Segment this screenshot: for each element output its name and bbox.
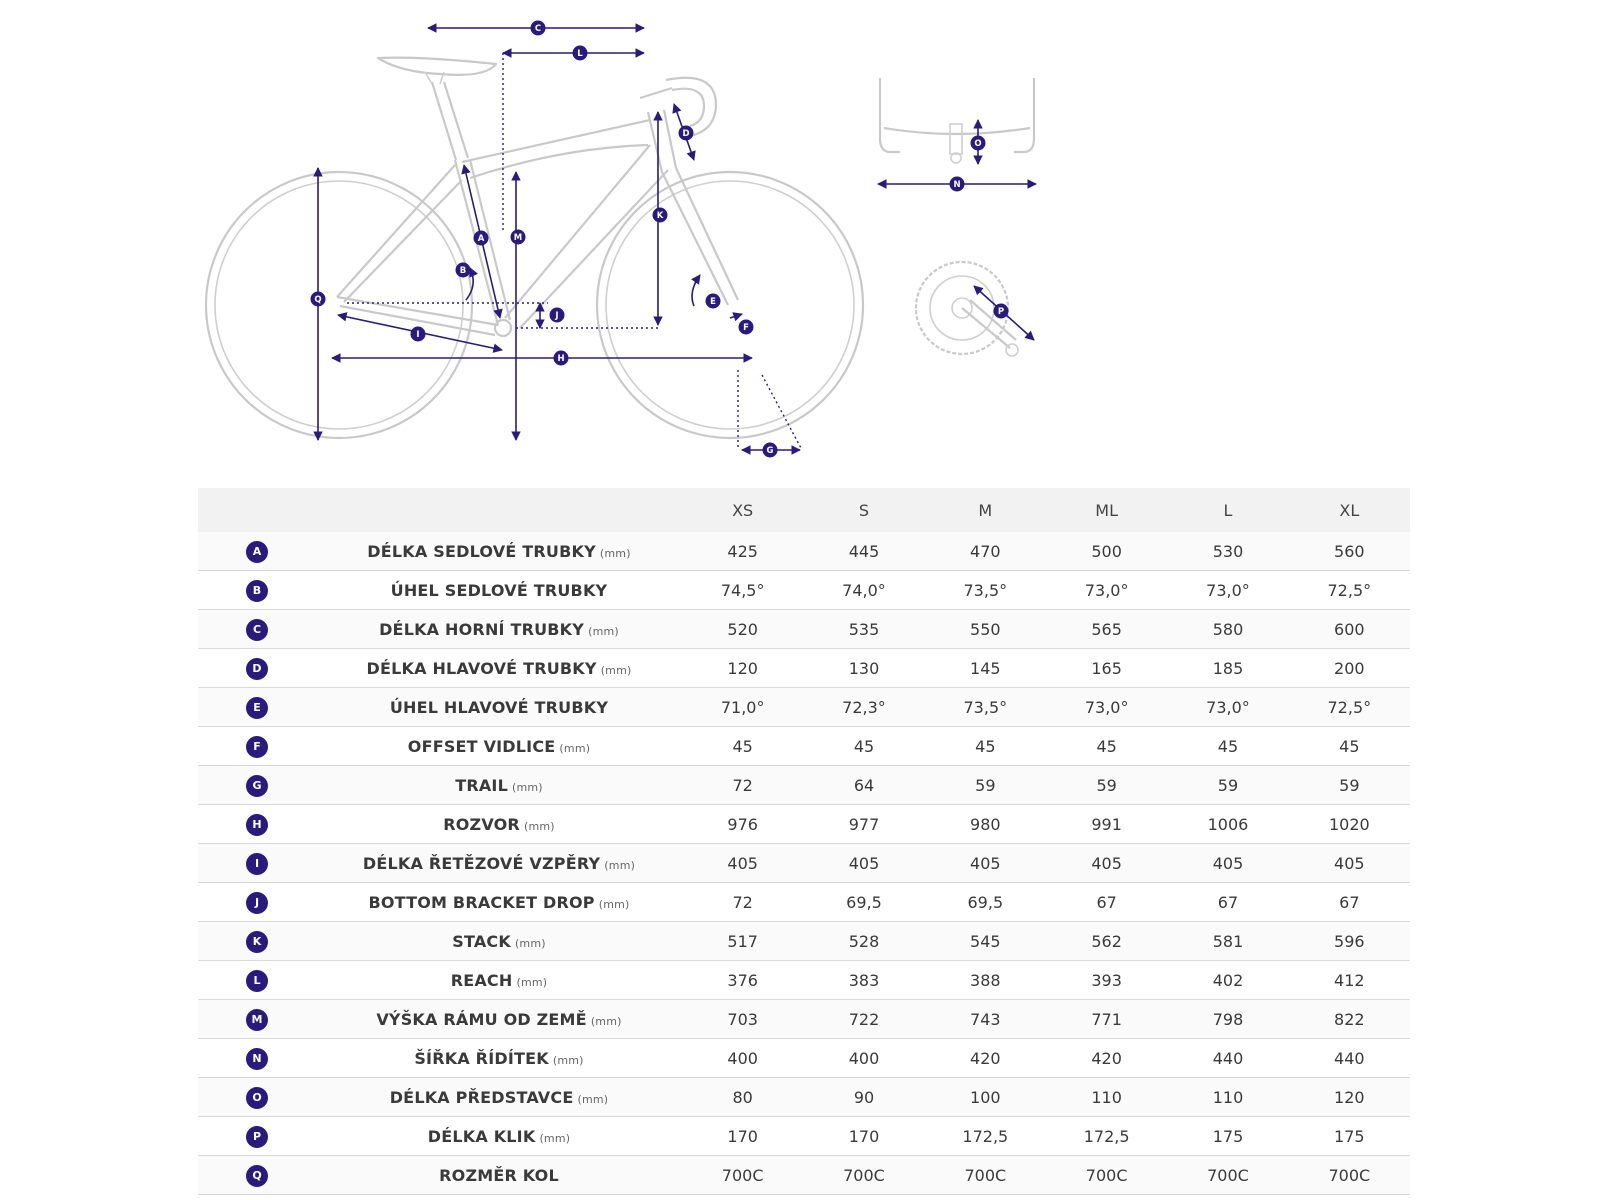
- table-row: [198, 1117, 1410, 1156]
- row-label-cell: [316, 688, 682, 727]
- row-label-cell: [316, 532, 682, 571]
- row-label: ÚHEL SEDLOVÉ TRUBKY: [390, 580, 608, 600]
- value-cell-ml: 700C: [1046, 1156, 1167, 1195]
- value-cell-m: 69,5: [925, 883, 1046, 922]
- value-cell-l: 73,0°: [1167, 688, 1288, 727]
- row-label: DÉLKA KLIK: [427, 1126, 536, 1146]
- value-cell-xs: 80: [682, 1078, 803, 1117]
- crankset-view: [916, 262, 1034, 356]
- value-cell-ml: 771: [1046, 1000, 1167, 1039]
- table-row: [198, 1039, 1410, 1078]
- value-cell-xl: 822: [1289, 1000, 1410, 1039]
- row-label: BOTTOM BRACKET DROP: [368, 892, 595, 912]
- row-badge-cell: [198, 1000, 316, 1039]
- value-cell-xl: 1020: [1289, 805, 1410, 844]
- row-unit: (mm): [511, 780, 543, 794]
- row-label-cell: [316, 610, 682, 649]
- marker-H: [554, 351, 569, 366]
- size-header-m: M: [925, 488, 1046, 532]
- table-row: [198, 610, 1410, 649]
- row-unit: (mm): [598, 897, 630, 911]
- row-label-cell: [316, 649, 682, 688]
- value-cell-s: 445: [803, 532, 924, 571]
- value-cell-xs: 700C: [682, 1156, 803, 1195]
- dimension-letter-badge: J: [246, 892, 268, 914]
- row-badge-cell: [198, 571, 316, 610]
- value-cell-m: 980: [925, 805, 1046, 844]
- dimension-letter-badge: L: [246, 970, 268, 992]
- dimension-letter-badge: K: [246, 931, 268, 953]
- dimension-letter-badge: M: [246, 1009, 268, 1031]
- value-cell-xs: 170: [682, 1117, 803, 1156]
- value-cell-s: 400: [803, 1039, 924, 1078]
- dimension-letter-badge: E: [246, 697, 268, 719]
- value-cell-ml: 420: [1046, 1039, 1167, 1078]
- marker-P: [994, 304, 1009, 319]
- value-cell-m: 73,5°: [925, 571, 1046, 610]
- svg-text:C: C: [534, 24, 542, 34]
- row-label-cell: [316, 727, 682, 766]
- value-cell-l: 405: [1167, 844, 1288, 883]
- table-row: [198, 883, 1410, 922]
- table-row: [198, 1078, 1410, 1117]
- svg-text:J: J: [555, 311, 559, 321]
- row-label: VÝŠKA RÁMU OD ZEMĚ: [376, 1009, 587, 1029]
- marker-G: [763, 443, 778, 458]
- value-cell-xl: 72,5°: [1289, 571, 1410, 610]
- row-label-cell: [316, 883, 682, 922]
- value-cell-ml: 562: [1046, 922, 1167, 961]
- value-cell-xs: 405: [682, 844, 803, 883]
- value-cell-xl: 200: [1289, 649, 1410, 688]
- dimension-letter-badge: D: [246, 658, 268, 680]
- value-cell-xl: 67: [1289, 883, 1410, 922]
- value-cell-m: 172,5: [925, 1117, 1046, 1156]
- value-cell-m: 470: [925, 532, 1046, 571]
- dimension-letter-badge: H: [246, 814, 268, 836]
- row-label-cell: [316, 844, 682, 883]
- value-cell-s: 64: [803, 766, 924, 805]
- value-cell-l: 67: [1167, 883, 1288, 922]
- header-blank: [198, 488, 316, 532]
- row-badge-cell: [198, 844, 316, 883]
- dimension-letter-badge: Q: [246, 1165, 268, 1187]
- row-label-cell: [316, 1000, 682, 1039]
- marker-J: [550, 308, 565, 323]
- value-cell-l: 798: [1167, 1000, 1288, 1039]
- marker-L: [573, 46, 588, 61]
- value-cell-s: 69,5: [803, 883, 924, 922]
- row-label-cell: [316, 571, 682, 610]
- table-row: [198, 649, 1410, 688]
- table-row: [198, 1156, 1410, 1195]
- value-cell-m: 59: [925, 766, 1046, 805]
- dimension-letter-badge: F: [246, 736, 268, 758]
- value-cell-s: 74,0°: [803, 571, 924, 610]
- size-header-xs: XS: [682, 488, 803, 532]
- value-cell-xs: 520: [682, 610, 803, 649]
- value-cell-xs: 120: [682, 649, 803, 688]
- marker-Q: [311, 292, 326, 307]
- value-cell-l: 580: [1167, 610, 1288, 649]
- row-badge-cell: [198, 1078, 316, 1117]
- dimension-lines: [318, 28, 802, 450]
- dimension-letter-badge: P: [246, 1126, 268, 1148]
- header-blank: [316, 488, 682, 532]
- value-cell-l: 185: [1167, 649, 1288, 688]
- svg-text:F: F: [743, 323, 749, 333]
- value-cell-xs: 703: [682, 1000, 803, 1039]
- row-label: OFFSET VIDLICE: [407, 736, 556, 756]
- value-cell-ml: 393: [1046, 961, 1167, 1000]
- value-cell-ml: 110: [1046, 1078, 1167, 1117]
- dimension-letter-badge: O: [246, 1087, 268, 1109]
- value-cell-m: 545: [925, 922, 1046, 961]
- value-cell-ml: 73,0°: [1046, 571, 1167, 610]
- value-cell-xl: 700C: [1289, 1156, 1410, 1195]
- value-cell-xs: 71,0°: [682, 688, 803, 727]
- marker-I: [411, 327, 426, 342]
- value-cell-l: 45: [1167, 727, 1288, 766]
- row-label-cell: [316, 1117, 682, 1156]
- value-cell-l: 402: [1167, 961, 1288, 1000]
- row-badge-cell: [198, 805, 316, 844]
- value-cell-m: 45: [925, 727, 1046, 766]
- row-badge-cell: [198, 961, 316, 1000]
- row-label: DÉLKA HORNÍ TRUBKY: [379, 619, 585, 639]
- size-header-l: L: [1167, 488, 1288, 532]
- row-badge-cell: [198, 610, 316, 649]
- value-cell-ml: 991: [1046, 805, 1167, 844]
- value-cell-m: 405: [925, 844, 1046, 883]
- row-label: STACK: [452, 931, 511, 951]
- table-row: [198, 844, 1410, 883]
- svg-text:Q: Q: [314, 295, 322, 305]
- row-badge-cell: [198, 883, 316, 922]
- front-wheel: [597, 172, 863, 438]
- row-label: ÚHEL HLAVOVÉ TRUBKY: [389, 697, 609, 717]
- svg-text:L: L: [577, 49, 583, 59]
- table-row: [198, 961, 1410, 1000]
- row-label: DÉLKA PŘEDSTAVCE: [389, 1087, 574, 1107]
- value-cell-s: 722: [803, 1000, 924, 1039]
- value-cell-s: 45: [803, 727, 924, 766]
- row-unit: (mm): [539, 1131, 571, 1145]
- value-cell-xs: 425: [682, 532, 803, 571]
- value-cell-ml: 67: [1046, 883, 1167, 922]
- row-label-cell: [316, 922, 682, 961]
- value-cell-xl: 560: [1289, 532, 1410, 571]
- value-cell-xl: 600: [1289, 610, 1410, 649]
- table-header-row: [198, 488, 1410, 532]
- dimension-letter-badge: G: [246, 775, 268, 797]
- table-row: [198, 571, 1410, 610]
- dimension-letter-badge: A: [246, 541, 268, 563]
- value-cell-ml: 565: [1046, 610, 1167, 649]
- dimension-letter-badge: N: [246, 1048, 268, 1070]
- marker-A: [474, 231, 489, 246]
- row-badge-cell: [198, 1039, 316, 1078]
- marker-M: [511, 230, 526, 245]
- row-unit: (mm): [559, 741, 591, 755]
- value-cell-xl: 45: [1289, 727, 1410, 766]
- svg-text:N: N: [953, 180, 961, 190]
- value-cell-m: 420: [925, 1039, 1046, 1078]
- value-cell-ml: 405: [1046, 844, 1167, 883]
- table-row: [198, 766, 1410, 805]
- marker-C: [531, 21, 546, 36]
- value-cell-l: 700C: [1167, 1156, 1288, 1195]
- value-cell-m: 743: [925, 1000, 1046, 1039]
- row-unit: (mm): [604, 858, 636, 872]
- row-badge-cell: [198, 649, 316, 688]
- value-cell-l: 110: [1167, 1078, 1288, 1117]
- value-cell-s: 535: [803, 610, 924, 649]
- value-cell-xs: 400: [682, 1039, 803, 1078]
- bike-frame: [337, 58, 738, 336]
- size-header-ml: ML: [1046, 488, 1167, 532]
- row-label: DÉLKA HLAVOVÉ TRUBKY: [366, 658, 597, 678]
- value-cell-l: 73,0°: [1167, 571, 1288, 610]
- row-unit: (mm): [600, 663, 632, 677]
- row-badge-cell: [198, 532, 316, 571]
- value-cell-xl: 72,5°: [1289, 688, 1410, 727]
- value-cell-xs: 45: [682, 727, 803, 766]
- row-label: ŠÍŘKA ŘÍDÍTEK: [414, 1048, 549, 1068]
- dimension-letter-badge: C: [246, 619, 268, 641]
- value-cell-m: 100: [925, 1078, 1046, 1117]
- marker-D: [679, 126, 694, 141]
- value-cell-xs: 74,5°: [682, 571, 803, 610]
- value-cell-xs: 376: [682, 961, 803, 1000]
- dimension-letter-badge: B: [246, 580, 268, 602]
- row-badge-cell: [198, 1117, 316, 1156]
- value-cell-ml: 59: [1046, 766, 1167, 805]
- dimension-letter-badge: I: [246, 853, 268, 875]
- row-label: REACH: [450, 970, 513, 990]
- svg-text:A: A: [477, 234, 485, 244]
- value-cell-xl: 440: [1289, 1039, 1410, 1078]
- marker-K: [653, 208, 668, 223]
- value-cell-ml: 165: [1046, 649, 1167, 688]
- value-cell-ml: 500: [1046, 532, 1167, 571]
- svg-text:P: P: [997, 307, 1005, 317]
- value-cell-ml: 73,0°: [1046, 688, 1167, 727]
- row-unit: (mm): [588, 624, 619, 638]
- row-label-cell: [316, 1039, 682, 1078]
- value-cell-s: 700C: [803, 1156, 924, 1195]
- value-cell-s: 383: [803, 961, 924, 1000]
- value-cell-l: 440: [1167, 1039, 1288, 1078]
- table-row: [198, 532, 1410, 571]
- value-cell-l: 581: [1167, 922, 1288, 961]
- row-badge-cell: [198, 1156, 316, 1195]
- value-cell-m: 73,5°: [925, 688, 1046, 727]
- marker-E: [706, 294, 721, 309]
- svg-text:B: B: [459, 266, 467, 276]
- value-cell-xl: 59: [1289, 766, 1410, 805]
- handlebar-front-view: [878, 78, 1036, 184]
- marker-N: [950, 177, 965, 192]
- svg-text:E: E: [710, 297, 716, 307]
- row-unit: (mm): [523, 819, 555, 833]
- svg-text:G: G: [766, 446, 774, 456]
- value-cell-xl: 120: [1289, 1078, 1410, 1117]
- row-label: TRAIL: [455, 775, 508, 795]
- row-label-cell: [316, 961, 682, 1000]
- row-unit: (mm): [599, 546, 631, 560]
- svg-text:H: H: [557, 354, 565, 364]
- row-badge-cell: [198, 922, 316, 961]
- value-cell-s: 72,3°: [803, 688, 924, 727]
- value-cell-xl: 412: [1289, 961, 1410, 1000]
- value-cell-s: 90: [803, 1078, 924, 1117]
- size-header-s: S: [803, 488, 924, 532]
- marker-B: [456, 263, 471, 278]
- value-cell-m: 700C: [925, 1156, 1046, 1195]
- value-cell-l: 1006: [1167, 805, 1288, 844]
- svg-text:I: I: [416, 330, 420, 340]
- marker-F: [739, 320, 754, 335]
- value-cell-xs: 72: [682, 766, 803, 805]
- row-label-cell: [316, 1156, 682, 1195]
- svg-text:O: O: [974, 139, 982, 149]
- value-cell-m: 388: [925, 961, 1046, 1000]
- bike-geometry-diagram: [0, 0, 1600, 480]
- value-cell-xs: 976: [682, 805, 803, 844]
- value-cell-s: 528: [803, 922, 924, 961]
- row-label: ROZMĚR KOL: [439, 1165, 559, 1185]
- value-cell-s: 977: [803, 805, 924, 844]
- row-label-cell: [316, 1078, 682, 1117]
- value-cell-l: 59: [1167, 766, 1288, 805]
- table-row: [198, 805, 1410, 844]
- row-unit: (mm): [514, 936, 546, 950]
- marker-O: [971, 136, 986, 151]
- row-label: DÉLKA SEDLOVÉ TRUBKY: [367, 541, 596, 561]
- value-cell-xs: 72: [682, 883, 803, 922]
- row-label: ROZVOR: [443, 814, 520, 834]
- value-cell-xl: 405: [1289, 844, 1410, 883]
- value-cell-xs: 517: [682, 922, 803, 961]
- row-badge-cell: [198, 727, 316, 766]
- value-cell-m: 145: [925, 649, 1046, 688]
- value-cell-s: 130: [803, 649, 924, 688]
- value-cell-ml: 45: [1046, 727, 1167, 766]
- value-cell-xl: 596: [1289, 922, 1410, 961]
- value-cell-m: 550: [925, 610, 1046, 649]
- svg-text:M: M: [513, 233, 523, 243]
- value-cell-ml: 172,5: [1046, 1117, 1167, 1156]
- size-header-xl: XL: [1289, 488, 1410, 532]
- row-badge-cell: [198, 766, 316, 805]
- table-row: [198, 688, 1410, 727]
- row-unit: (mm): [552, 1053, 584, 1067]
- svg-text:D: D: [682, 129, 690, 139]
- value-cell-s: 170: [803, 1117, 924, 1156]
- table-row: [198, 1000, 1410, 1039]
- row-badge-cell: [198, 688, 316, 727]
- value-cell-l: 175: [1167, 1117, 1288, 1156]
- geometry-table: [198, 488, 1410, 1195]
- value-cell-l: 530: [1167, 532, 1288, 571]
- row-unit: (mm): [516, 975, 548, 989]
- row-label-cell: [316, 805, 682, 844]
- row-label: DÉLKA ŘETĚZOVÉ VZPĚRY: [362, 853, 601, 873]
- value-cell-xl: 175: [1289, 1117, 1410, 1156]
- row-label-cell: [316, 766, 682, 805]
- row-unit: (mm): [577, 1092, 609, 1106]
- table-row: [198, 727, 1410, 766]
- table-row: [198, 922, 1410, 961]
- value-cell-s: 405: [803, 844, 924, 883]
- svg-text:K: K: [656, 211, 664, 221]
- row-unit: (mm): [590, 1014, 622, 1028]
